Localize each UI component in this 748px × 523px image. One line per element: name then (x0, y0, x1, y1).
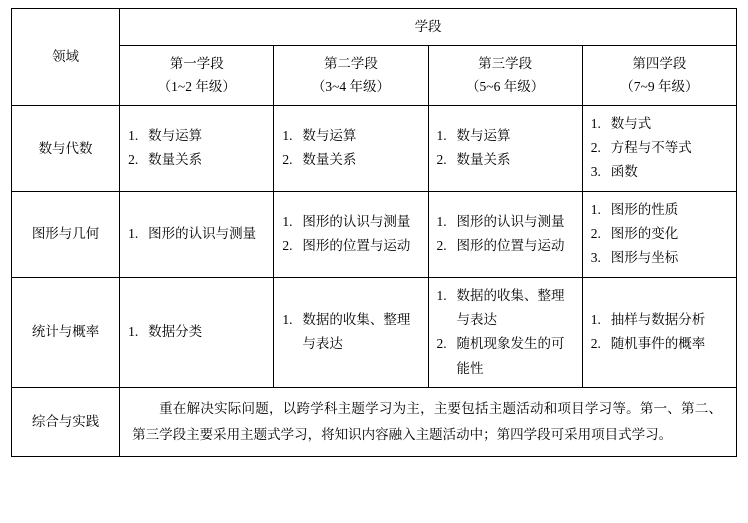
list-item (591, 246, 728, 270)
item-text: 图形的变化 (610, 226, 679, 242)
list-item (282, 148, 419, 172)
item-number: 1. (436, 128, 447, 144)
item-list (437, 124, 574, 173)
item-text: 方程与不等式 (610, 140, 692, 156)
header-stage-group: 学段 (120, 9, 737, 46)
item-text: 数与式 (610, 115, 652, 131)
item-number: 2. (436, 238, 447, 254)
item-text: 数与运算 (148, 128, 203, 144)
item-text: 数量关系 (456, 152, 511, 168)
item-text: 随机事件的概率 (610, 336, 706, 352)
item-list (128, 124, 265, 173)
item-number: 2. (436, 152, 447, 168)
item-number: 1. (282, 213, 293, 229)
header-domain: 领域 (12, 9, 120, 106)
list-item (437, 124, 574, 148)
list-item (282, 124, 419, 148)
list-item (128, 124, 265, 148)
item-text: 数与运算 (456, 128, 511, 144)
item-text: 图形的位置与运动 (302, 238, 411, 254)
item-text: 数量关系 (302, 152, 357, 168)
item-text: 图形的性质 (610, 201, 679, 217)
list-item (591, 112, 728, 136)
header-stage-3 (428, 45, 582, 105)
item-number: 2. (590, 336, 601, 352)
header-stage-1-name: 第一学段 (169, 55, 224, 71)
item-text: 图形与坐标 (610, 250, 679, 266)
item-number: 3. (590, 250, 601, 266)
item-number: 2. (436, 336, 447, 352)
item-number: 1. (282, 128, 293, 144)
domain-label-statistics-probability: 统计与概率 (12, 277, 120, 387)
item-text: 图形的认识与测量 (148, 226, 257, 242)
item-number: 2. (282, 238, 293, 254)
list-item (591, 160, 728, 184)
item-list (437, 284, 574, 381)
item-number: 3. (590, 164, 601, 180)
item-list (591, 112, 728, 185)
cell-number-algebra-stage-4 (582, 105, 736, 191)
list-item (437, 148, 574, 172)
domain-label-geometry: 图形与几何 (12, 191, 120, 277)
list-item (282, 308, 419, 357)
item-text: 数量关系 (148, 152, 203, 168)
cell-statistics-stage-2 (274, 277, 428, 387)
header-stage-1 (120, 45, 274, 105)
item-list (437, 210, 574, 259)
domain-label-comprehensive-practice: 综合与实践 (12, 387, 120, 457)
item-text: 数据的收集、整理与表达 (302, 311, 411, 352)
item-number: 2. (282, 152, 293, 168)
header-stage-4 (582, 45, 736, 105)
list-item (437, 234, 574, 258)
item-list (591, 198, 728, 271)
item-text: 抽样与数据分析 (610, 311, 706, 327)
table-row-comprehensive-practice (12, 387, 737, 457)
item-text: 图形的认识与测量 (302, 213, 411, 229)
item-list (128, 320, 265, 344)
cell-statistics-stage-1 (120, 277, 274, 387)
item-text: 函数 (610, 164, 638, 180)
domain-label-number-algebra: 数与代数 (12, 105, 120, 191)
cell-geometry-stage-3 (428, 191, 582, 277)
list-item (591, 308, 728, 332)
cell-comprehensive-practice-description (120, 387, 737, 457)
item-number: 1. (436, 287, 447, 303)
item-list (128, 222, 265, 246)
item-number: 1. (128, 128, 139, 144)
header-stage-3-grades: （5~6 年级） (466, 79, 545, 95)
header-stage-2 (274, 45, 428, 105)
header-stage-4-name: 第四学段 (632, 55, 687, 71)
header-stage-2-name: 第二学段 (323, 55, 378, 71)
comprehensive-practice-text: 重在解决实际问题，以跨学科主题学习为主，主要包括主题活动和项目学习等。第一、第二、第三学段主要采用主题式学习，将知识内容融入主题活动中；第四学段可采用项目式学习。 (132, 400, 722, 443)
cell-geometry-stage-2 (274, 191, 428, 277)
item-number: 1. (436, 213, 447, 229)
cell-geometry-stage-4 (582, 191, 736, 277)
list-item (591, 136, 728, 160)
cell-number-algebra-stage-3 (428, 105, 582, 191)
item-number: 1. (282, 311, 293, 327)
item-number: 1. (128, 324, 139, 340)
header-stage-4-grades: （7~9 年级） (620, 79, 699, 95)
item-text: 随机现象发生的可能性 (456, 336, 565, 376)
cell-number-algebra-stage-1 (120, 105, 274, 191)
list-item (128, 148, 265, 172)
item-list (282, 308, 419, 357)
list-item (437, 332, 574, 381)
item-number: 2. (590, 140, 601, 156)
item-text: 数据分类 (148, 324, 203, 340)
item-list (282, 124, 419, 173)
item-text: 图形的位置与运动 (456, 238, 565, 254)
list-item (591, 332, 728, 356)
item-number: 2. (590, 226, 601, 242)
list-item (437, 210, 574, 234)
cell-number-algebra-stage-2 (274, 105, 428, 191)
item-number: 1. (128, 226, 139, 242)
item-number: 1. (590, 201, 601, 217)
header-stage-2-grades: （3~4 年级） (311, 79, 391, 95)
list-item (128, 320, 265, 344)
list-item (591, 222, 728, 246)
item-text: 图形的认识与测量 (456, 213, 565, 229)
list-item (437, 284, 574, 333)
table-row (12, 277, 737, 387)
item-text: 数与运算 (302, 128, 357, 144)
cell-statistics-stage-3 (428, 277, 582, 387)
header-stage-3-name: 第三学段 (478, 55, 533, 71)
item-number: 1. (590, 115, 601, 131)
header-stage-1-grades: （1~2 年级） (157, 79, 236, 95)
curriculum-structure-table (11, 8, 737, 457)
item-list (282, 210, 419, 259)
table-header-row-stages (12, 45, 737, 105)
list-item (282, 210, 419, 234)
table-row (12, 105, 737, 191)
cell-statistics-stage-4 (582, 277, 736, 387)
table-row (12, 191, 737, 277)
item-text: 数据的收集、整理与表达 (456, 287, 565, 327)
cell-geometry-stage-1 (120, 191, 274, 277)
list-item (282, 234, 419, 258)
item-number: 1. (590, 311, 601, 327)
item-number: 2. (128, 152, 139, 168)
item-list (591, 308, 728, 357)
table-header-row-top (12, 9, 737, 46)
list-item (591, 198, 728, 222)
list-item (128, 222, 265, 246)
